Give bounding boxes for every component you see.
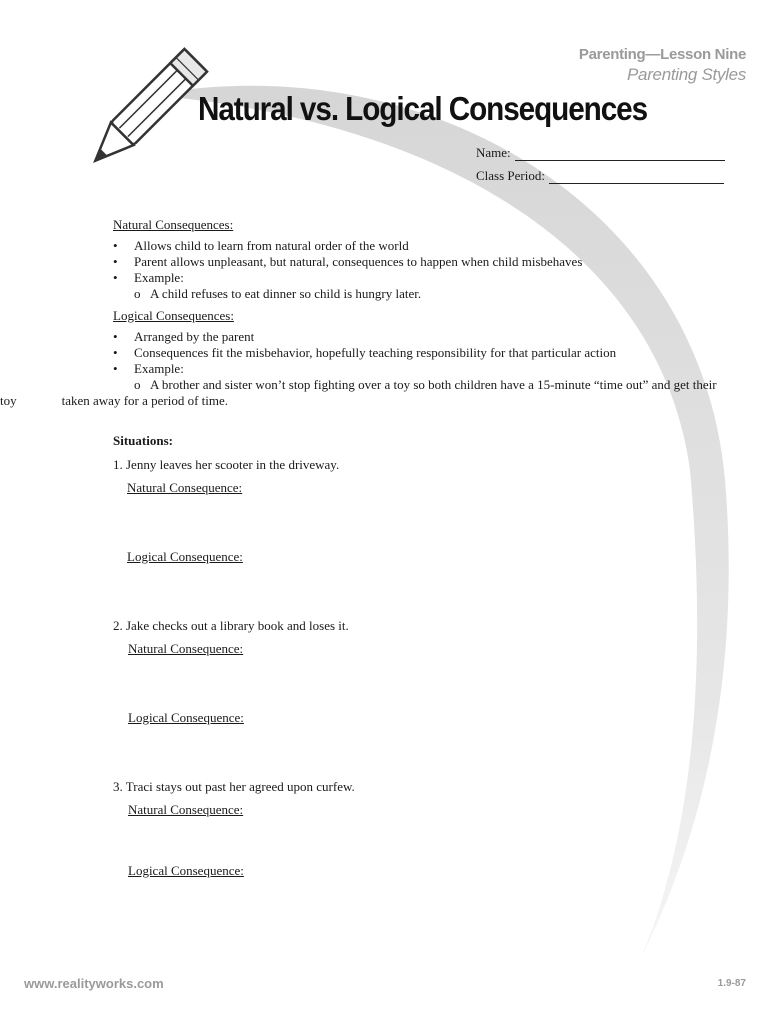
logical-bullet-list <box>113 329 733 377</box>
list-item: • Consequences fit the misbehavior, hopefully teaching responsibility for that particular action <box>113 345 617 360</box>
topic-label: Parenting Styles <box>627 65 746 84</box>
natural-example: o A child refuses to eat dinner so child is hungry later. <box>134 286 422 301</box>
logical-example: o A brother and sister won’t stop fighting over a toy so both children have a 15-minute “time out” and get their <box>134 377 717 392</box>
list-item: • Arranged by the parent <box>113 329 255 344</box>
natural-heading: Natural Consequences: <box>113 217 234 232</box>
pencil-icon <box>72 44 212 184</box>
class-period-label: Class Period: <box>476 168 545 183</box>
name-input-line[interactable] <box>515 146 725 161</box>
list-item: • Example: <box>113 270 184 285</box>
situation-1-text: 1. Jenny leaves her scooter in the driveway. <box>113 457 340 472</box>
situation-2-text: 2. Jake checks out a library book and loses it. <box>113 618 349 633</box>
situation-2-natural-label: Natural Consequence: <box>128 641 244 656</box>
name-field[interactable] <box>476 145 725 161</box>
situation-2-logical-label: Logical Consequence: <box>128 710 244 725</box>
lesson-label: Parenting—Lesson Nine <box>578 46 746 63</box>
situation-1-logical-label: Logical Consequence: <box>127 549 243 564</box>
definitions-section <box>0 217 733 409</box>
list-item: • Example: <box>113 361 184 376</box>
natural-bullet-list <box>113 238 733 286</box>
class-period-input-line[interactable] <box>549 169 724 184</box>
situations-title: Situations: <box>113 433 173 448</box>
situation-3-text: 3. Traci stays out past her agreed upon curfew. <box>113 779 355 794</box>
class-period-field[interactable] <box>476 168 724 184</box>
logical-heading: Logical Consequences: <box>113 308 234 323</box>
logical-example-continued: toy taken away for a period of time. <box>0 393 229 408</box>
situation-3-logical-label: Logical Consequence: <box>128 863 244 878</box>
situation-3-natural-label: Natural Consequence: <box>128 802 244 817</box>
lesson-header <box>579 46 746 85</box>
name-label: Name: <box>476 145 511 160</box>
list-item: • Allows child to learn from natural order of the world <box>113 238 409 253</box>
footer-website: www.realityworks.com <box>24 976 164 991</box>
list-item: • Parent allows unpleasant, but natural, consequences to happen when child misbehaves <box>113 254 583 269</box>
footer-page-number: 1.9-87 <box>717 978 746 989</box>
situation-1-natural-label: Natural Consequence: <box>127 480 243 495</box>
page-title: Natural vs. Logical Consequences <box>198 90 648 127</box>
